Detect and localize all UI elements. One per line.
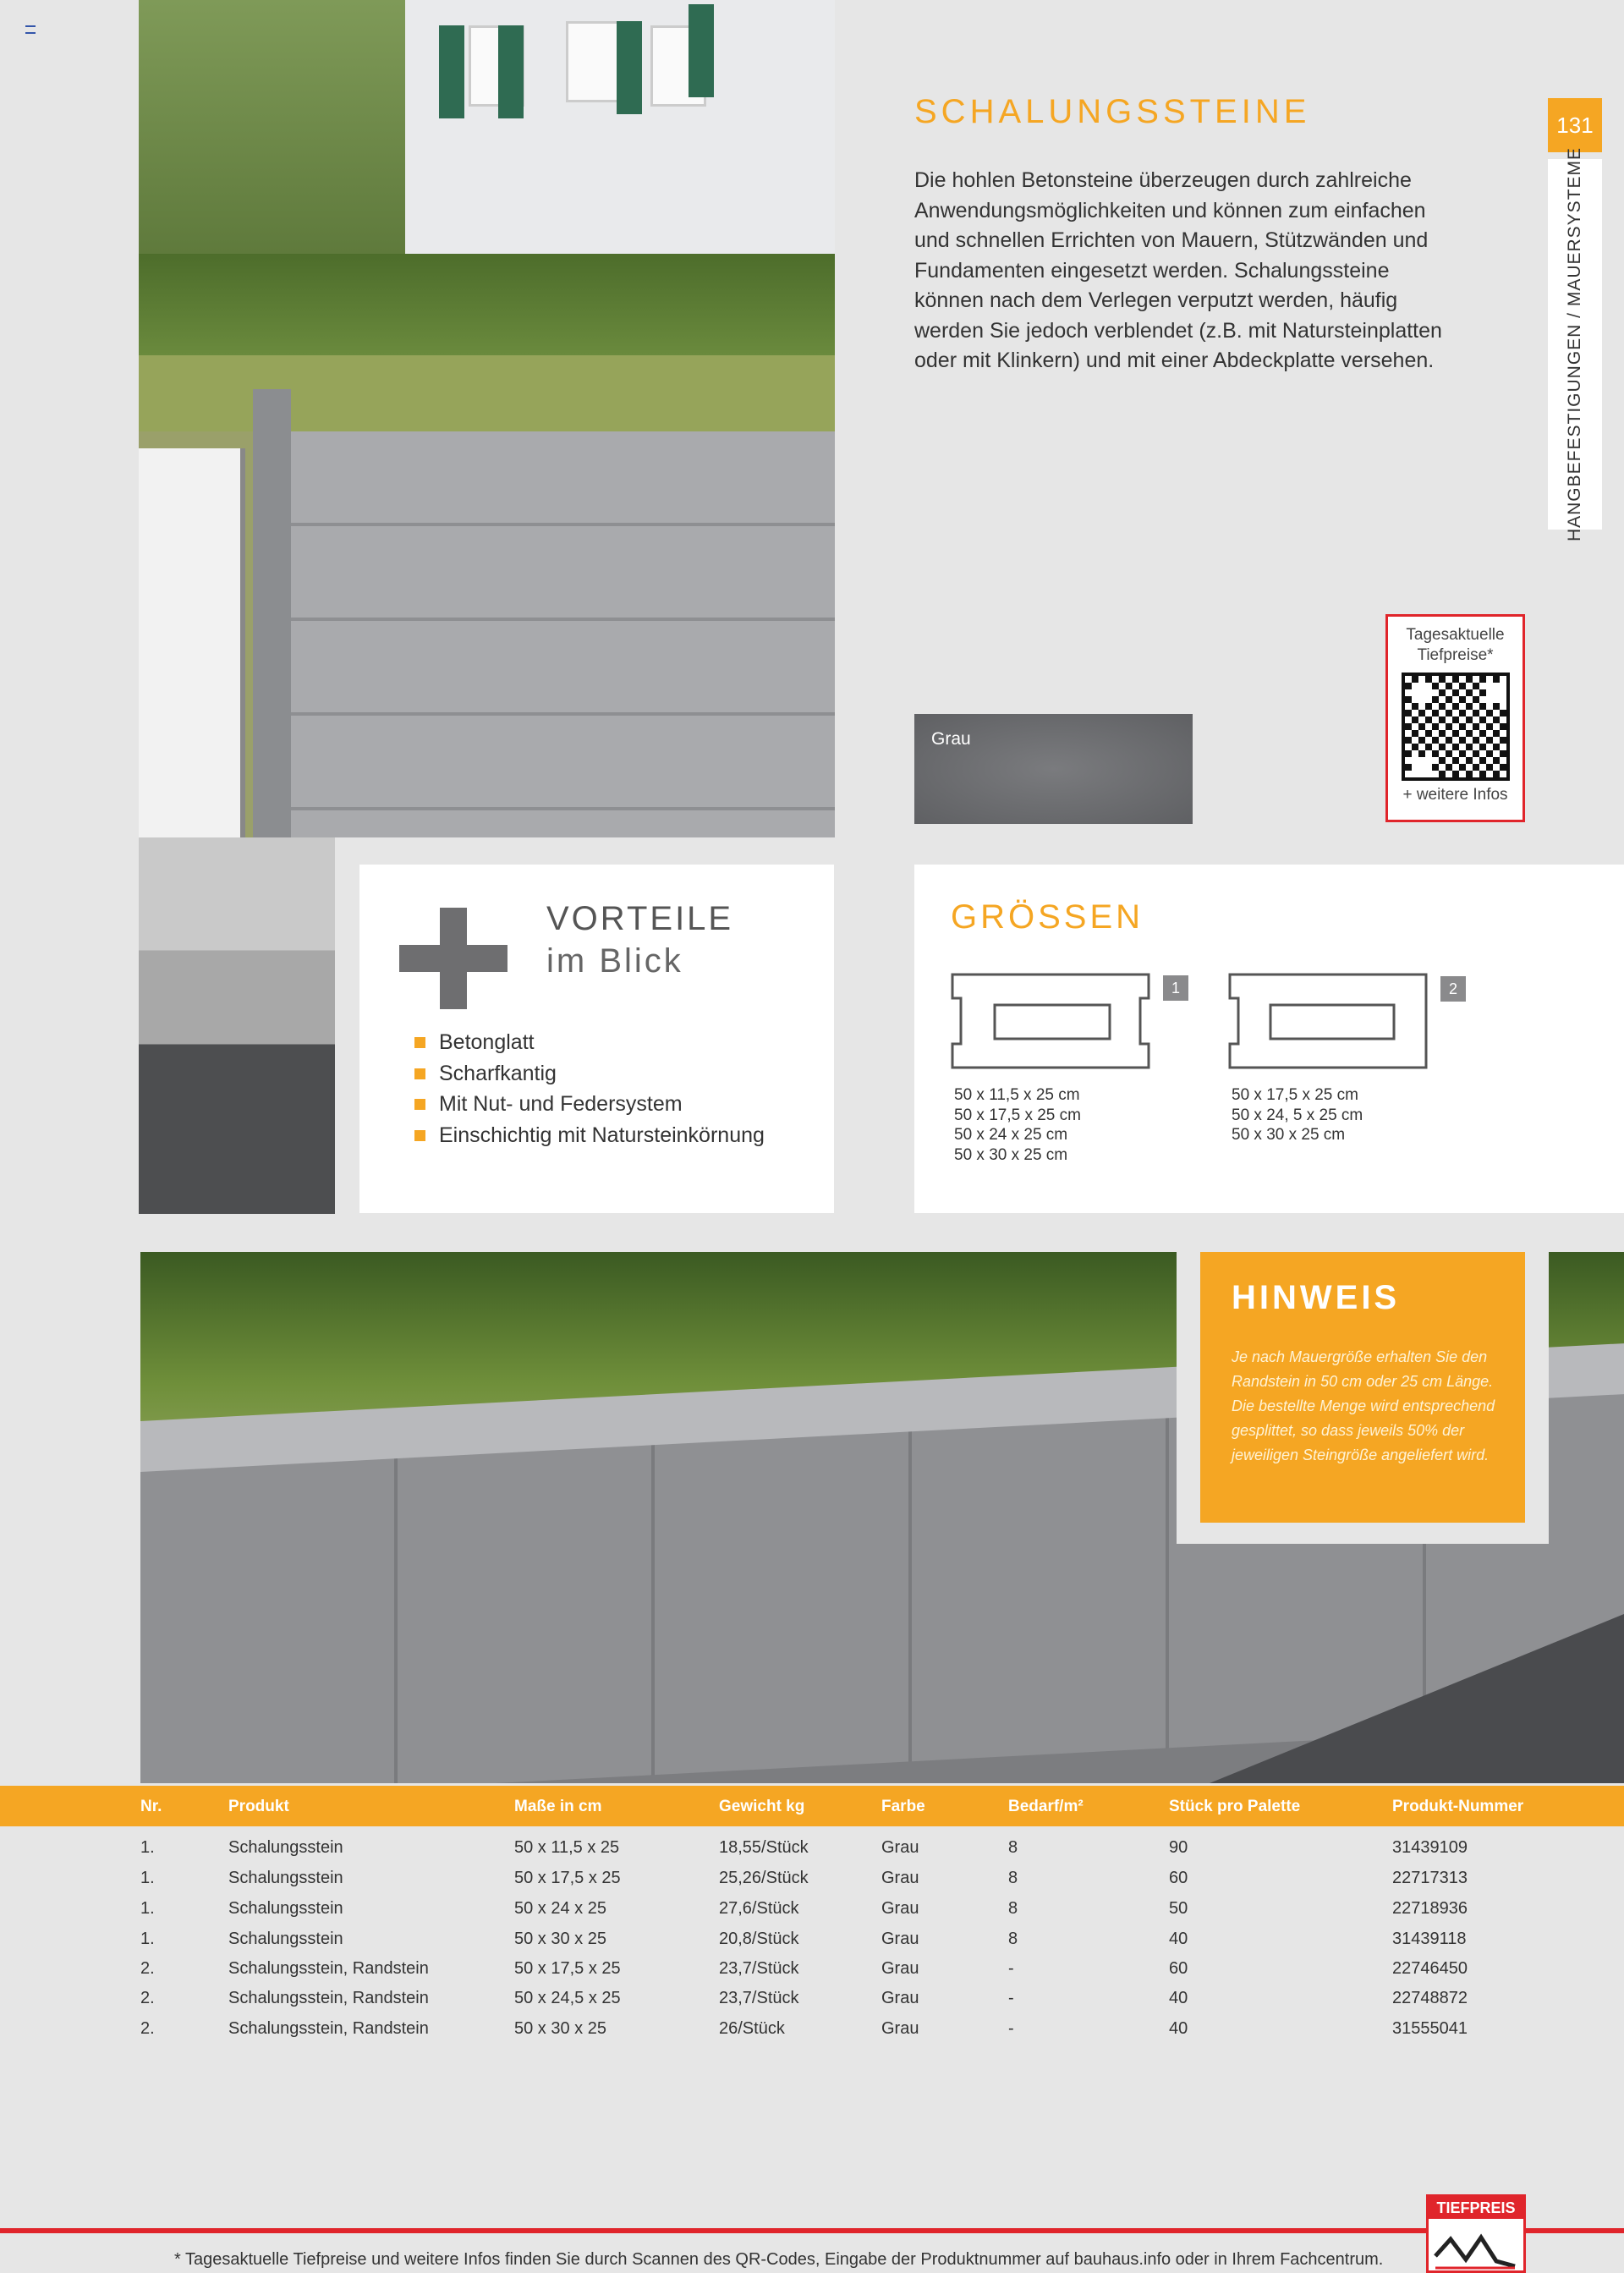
table-row: [0, 1959, 1624, 1990]
cell: 31439118: [1392, 1930, 1467, 1948]
cell: 1.: [140, 1838, 155, 1857]
qr-code-box[interactable]: [1385, 614, 1525, 822]
size-item: 50 x 24, 5 x 25 cm: [1232, 1106, 1363, 1124]
shape-number-2: 2: [1440, 976, 1466, 1002]
cell: Grau: [881, 1959, 919, 1978]
column-header: Bedarf/m²: [1008, 1798, 1084, 1815]
cell: 8: [1008, 1869, 1018, 1887]
cell: Schalungsstein: [228, 1899, 343, 1918]
intro-text: Die hohlen Betonsteine überzeugen durch zahlreiche Anwendungsmöglichkeiten und können zum einfachen und schnellen Errichten von Mauern, Stützwänden und Fundamenten eingesetzt werden. Schalungssteine können nach dem Verlegen verputzt werden, häufig werden Sie jedoch verblendet (z.B. mit Natursteinplatten oder mit Klinkern) und mit einer Abdeckplatte versehen.: [914, 168, 1442, 372]
advantages-title: VORTEILE: [546, 900, 734, 937]
column-header: Gewicht kg: [719, 1798, 805, 1815]
cell: 90: [1169, 1838, 1188, 1857]
cell: -: [1008, 1989, 1014, 2007]
cell: Schalungsstein, Randstein: [228, 2019, 429, 2038]
column-header: Nr.: [140, 1798, 162, 1815]
cell: 8: [1008, 1899, 1018, 1918]
cell: 20,8/Stück: [719, 1930, 799, 1948]
cell: 50 x 24 x 25: [514, 1899, 606, 1918]
size-item: 50 x 30 x 25 cm: [1232, 1126, 1346, 1144]
table-header: [0, 1786, 1624, 1826]
cell: Schalungsstein, Randstein: [228, 1989, 429, 2007]
cell: -: [1008, 2019, 1014, 2038]
note-text: Je nach Mauergröße erhalten Sie den Randstein in 50 cm oder 25 cm Länge. Die bestellte Menge wird entsprechend gesplittet, so dass jeweils 50% der jeweiligen Steingröße angeliefert wird.: [1232, 1348, 1495, 1463]
list-item: Scharfkantig: [414, 1058, 765, 1090]
cell: 8: [1008, 1930, 1018, 1948]
cell: Schalungsstein: [228, 1930, 343, 1948]
qr-bottom-text: + weitere Infos: [1402, 786, 1508, 804]
list-item: Mit Nut- und Federsystem: [414, 1089, 765, 1120]
cell: 50 x 30 x 25: [514, 2019, 606, 2038]
qr-code-icon[interactable]: [1402, 673, 1510, 781]
column-header: Produkt-Nummer: [1392, 1798, 1524, 1815]
cell: 1.: [140, 1930, 155, 1948]
cell: 31439109: [1392, 1838, 1468, 1857]
swatch-label: Grau: [931, 729, 971, 749]
table-row: [0, 1930, 1624, 1960]
cell: 1.: [140, 1899, 155, 1918]
footnote: * Tagesaktuelle Tiefpreise und weitere Infos finden Sie durch Scannen des QR-Codes, Eingabe der Produktnummer auf bauhaus.info oder in Ihrem Fachcentrum.: [174, 2250, 1384, 2269]
size-item: 50 x 24 x 25 cm: [954, 1126, 1068, 1144]
cell: -: [1008, 1959, 1014, 1978]
cell: 18,55/Stück: [719, 1838, 809, 1857]
price-drop-icon: [1434, 2222, 1518, 2270]
cell: Grau: [881, 1869, 919, 1887]
cell: 50 x 30 x 25: [514, 1930, 606, 1948]
cell: 8: [1008, 1838, 1018, 1857]
size-item: 50 x 11,5 x 25 cm: [954, 1086, 1080, 1104]
cell: 25,26/Stück: [719, 1869, 809, 1887]
advantages-list: [414, 1027, 765, 1150]
cell: 23,7/Stück: [719, 1989, 799, 2007]
size-item: 50 x 30 x 25 cm: [954, 1145, 1068, 1164]
column-header: Stück pro Palette: [1169, 1798, 1301, 1815]
list-item: Einschichtig mit Natursteinkörnung: [414, 1120, 765, 1151]
cell: Grau: [881, 1930, 919, 1948]
plus-icon-bar: [399, 945, 508, 972]
table-row: [0, 1989, 1624, 2019]
column-header: Maße in cm: [514, 1798, 602, 1815]
list-item: Betonglatt: [414, 1027, 765, 1058]
section-tab: [1548, 146, 1602, 542]
cell: 60: [1169, 1959, 1188, 1978]
street-photo-strip: [139, 837, 335, 1214]
shape-1-sizes: [954, 1085, 1081, 1165]
cell: 27,6/Stück: [719, 1899, 799, 1918]
cell: Grau: [881, 1838, 919, 1857]
table-row: [0, 1869, 1624, 1899]
cell: 22717313: [1392, 1869, 1468, 1887]
cell: 40: [1169, 2019, 1188, 2038]
cell: Schalungsstein, Randstein: [228, 1959, 429, 1978]
cell: Grau: [881, 1989, 919, 2007]
note-title: HINWEIS: [1232, 1279, 1401, 1316]
cell: 22748872: [1392, 1989, 1468, 2007]
shape-number-1: 1: [1163, 975, 1188, 1001]
page-title: SCHALUNGSSTEINE: [914, 93, 1311, 130]
column-header: Produkt: [228, 1798, 289, 1815]
cell: 26/Stück: [719, 2019, 785, 2038]
table-row: [0, 2019, 1624, 2050]
color-swatch: [914, 714, 1193, 824]
cell: 40: [1169, 1989, 1188, 2007]
page-number: 131: [1548, 98, 1602, 152]
cell: 50 x 11,5 x 25: [514, 1838, 620, 1857]
footer-divider: [0, 2228, 1624, 2233]
top-wall-photo: [139, 0, 835, 837]
cell: Schalungsstein: [228, 1838, 343, 1857]
cell: 50 x 17,5 x 25: [514, 1869, 621, 1887]
shape-2-sizes: [1232, 1085, 1363, 1145]
menu-icon: [25, 25, 36, 34]
cell: 60: [1169, 1869, 1188, 1887]
cell: 40: [1169, 1930, 1188, 1948]
cell: 22718936: [1392, 1899, 1468, 1918]
size-item: 50 x 17,5 x 25 cm: [954, 1106, 1081, 1124]
cell: 1.: [140, 1869, 155, 1887]
cell: 23,7/Stück: [719, 1959, 799, 1978]
cell: 50 x 17,5 x 25: [514, 1959, 621, 1978]
table-row: [0, 1899, 1624, 1930]
section-tab-label: HANGBEFESTIGUNGEN / MAUERSYSTEME: [1565, 146, 1584, 542]
qr-top-text: Tagesaktuelle Tiefpreise*: [1406, 626, 1505, 664]
cell: Grau: [881, 2019, 919, 2038]
cell: Schalungsstein: [228, 1869, 343, 1887]
size-item: 50 x 17,5 x 25 cm: [1232, 1086, 1358, 1104]
advantages-subtitle: im Blick: [546, 942, 683, 980]
cell: 31555041: [1392, 2019, 1468, 2038]
table-row: [0, 1838, 1624, 1869]
logo-text: TIEFPREIS: [1429, 2197, 1523, 2219]
cell: 2.: [140, 2019, 155, 2038]
column-header: Farbe: [881, 1798, 925, 1815]
tiefpreis-logo: [1426, 2194, 1526, 2273]
sizes-title: GRÖSSEN: [951, 898, 1144, 936]
block-shape-2-icon: [1228, 973, 1428, 1071]
cell: 2.: [140, 1959, 155, 1978]
cell: 50 x 24,5 x 25: [514, 1989, 621, 2007]
cell: 50: [1169, 1899, 1188, 1918]
cell: 22746450: [1392, 1959, 1468, 1978]
cell: 2.: [140, 1989, 155, 2007]
cell: Grau: [881, 1899, 919, 1918]
block-shape-1-icon: [951, 973, 1150, 1071]
